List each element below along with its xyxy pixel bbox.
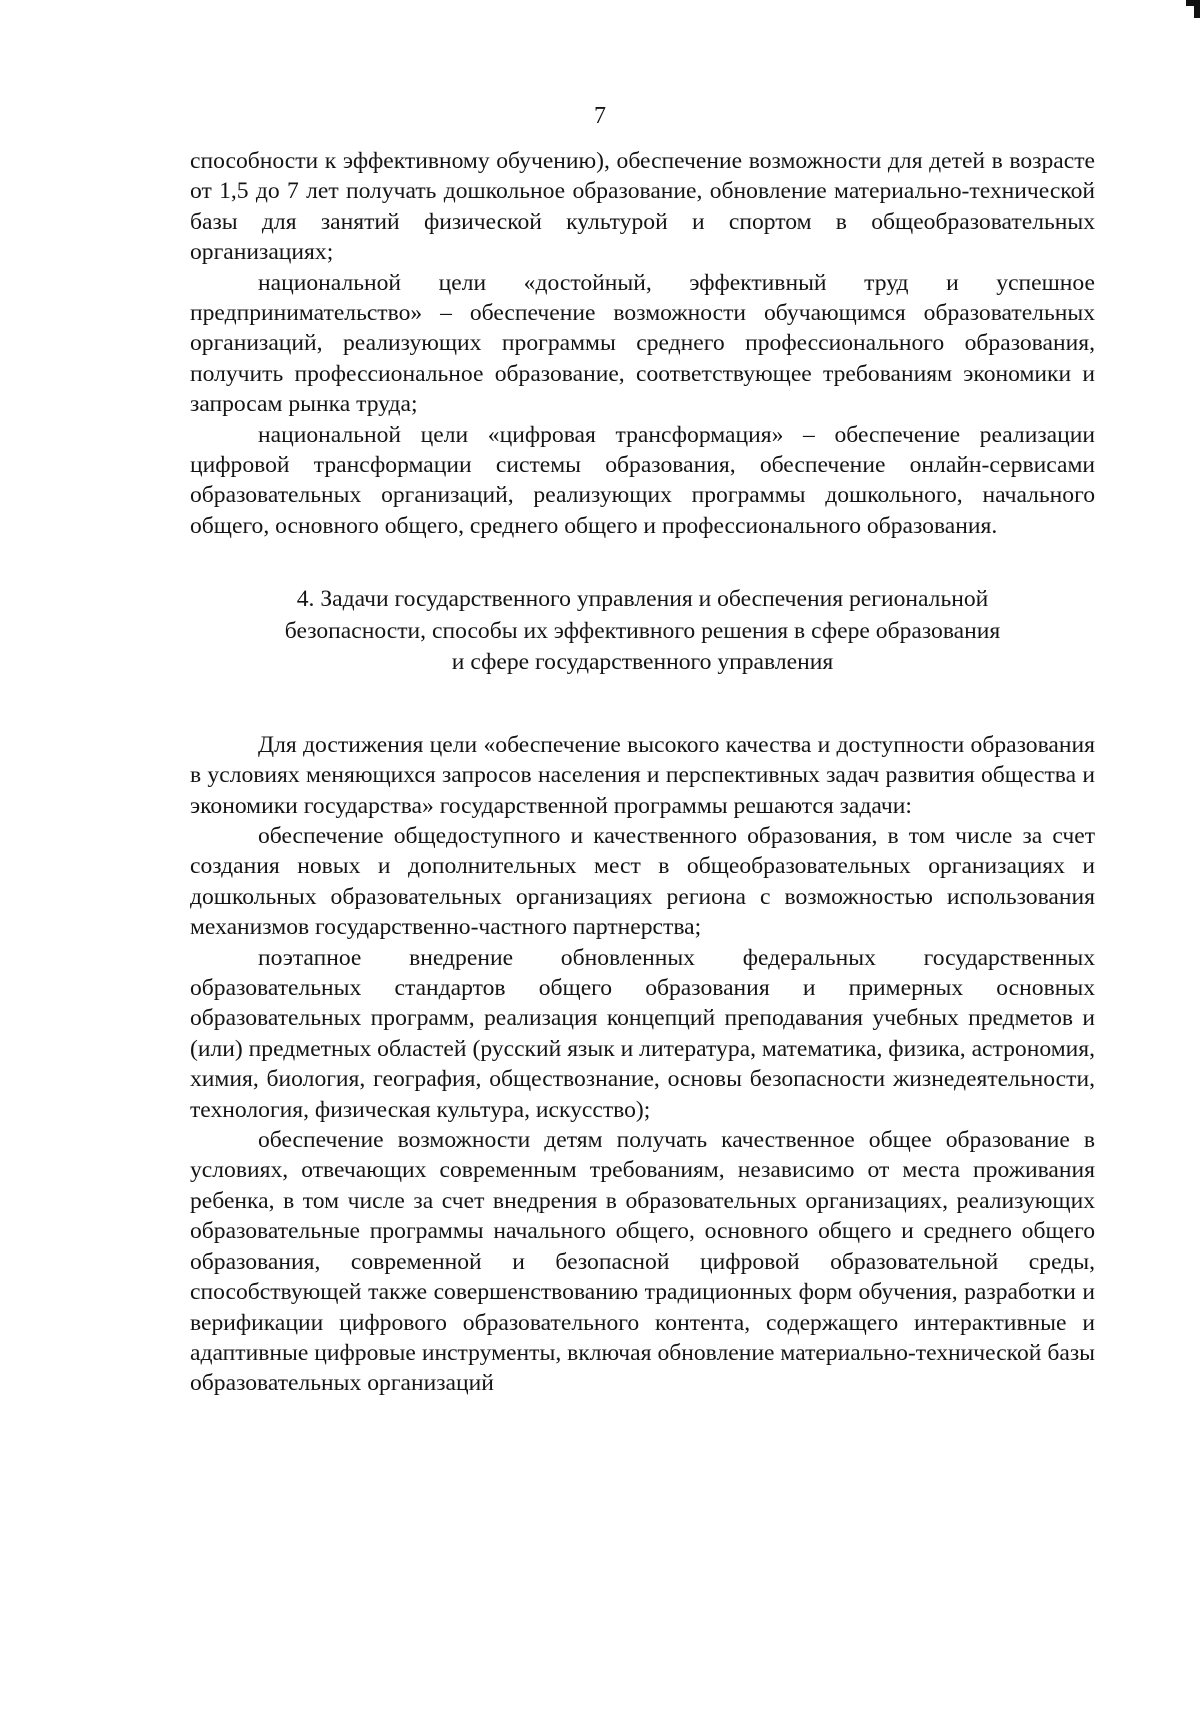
section-heading-line-2: безопасности, способы их эффективного решения в сфере образования	[284, 617, 1001, 644]
section-heading	[190, 584, 1095, 679]
paragraph-task-digital-environment: обеспечение возможности детям получать качественное общее образование в условиях, отвечающих современным требованиям, независимо от места проживания ребенка, в том числе за счет внедрения в образовательных организациях, реализующих образовательные программы начального общего, основного общего и среднего общего образования, современной и безопасной цифровой образовательной среды, способствующей также совершенствованию традиционных форм обучения, разработки и верификации цифрового образовательного контента, содержащего интерактивные и адаптивные цифровые инструменты, включая обновление материально-технической базы образовательных организаций	[190, 1127, 1095, 1397]
paragraph-digital-transformation-goal: национальной цели «цифровая трансформация» – обеспечение реализации цифровой трансформации системы образования, обеспечение онлайн-сервисами образовательных организаций, реализующих программы дошкольного, начального общего, основного общего, среднего общего и профессионального образования.	[190, 421, 1095, 539]
paragraph-goal-intro: Для достижения цели «обеспечение высокого качества и доступности образования в условиях меняющихся запросов населения и перспективных задач развития общества и экономики государства» государственной программы решаются задачи:	[190, 731, 1095, 819]
paragraph-task-standards: поэтапное внедрение обновленных федеральных государственных образовательных стандартов общего образования и примерных основных образовательных программ, реализация концепций преподавания учебных предметов и (или) предметных областей (русский язык и литература, математика, физика, астрономия, химия, биология, география, обществознание, основы безопасности жизнедеятельности, технология, физическая культура, искусство);	[190, 944, 1095, 1123]
section-heading-line-1: 4. Задачи государственного управления и обеспечения региональной	[296, 586, 989, 613]
page-number: 7	[594, 103, 606, 129]
scan-corner-mark	[1186, 0, 1200, 18]
paragraph-task-accessible-education: обеспечение общедоступного и качественного образования, в том числе за счет создания новых и дополнительных мест в общеобразовательных организациях и дошкольных образовательных организациях региона с возможностью использования механизмов государственно-частного партнерства;	[190, 823, 1095, 941]
paragraph-decent-work-goal: национальной цели «достойный, эффективный труд и успешное предпринимательство» – обеспечение возможности обучающимся образовательных организаций, реализующих программы среднего профессионального образования, получить профессиональное образование, соответствующее требованиям экономики и запросам рынка труда;	[190, 269, 1095, 418]
document-body	[190, 146, 1095, 1399]
paragraph-continuation: способности к эффективному обучению), обеспечение возможности для детей в возрасте от 1,5 до 7 лет получать дошкольное образование, обновление материально-технической базы для занятий физической культурой и спортом в общеобразовательных организациях;	[190, 148, 1095, 266]
section-heading-line-3: и сфере государственного управления	[451, 649, 834, 676]
